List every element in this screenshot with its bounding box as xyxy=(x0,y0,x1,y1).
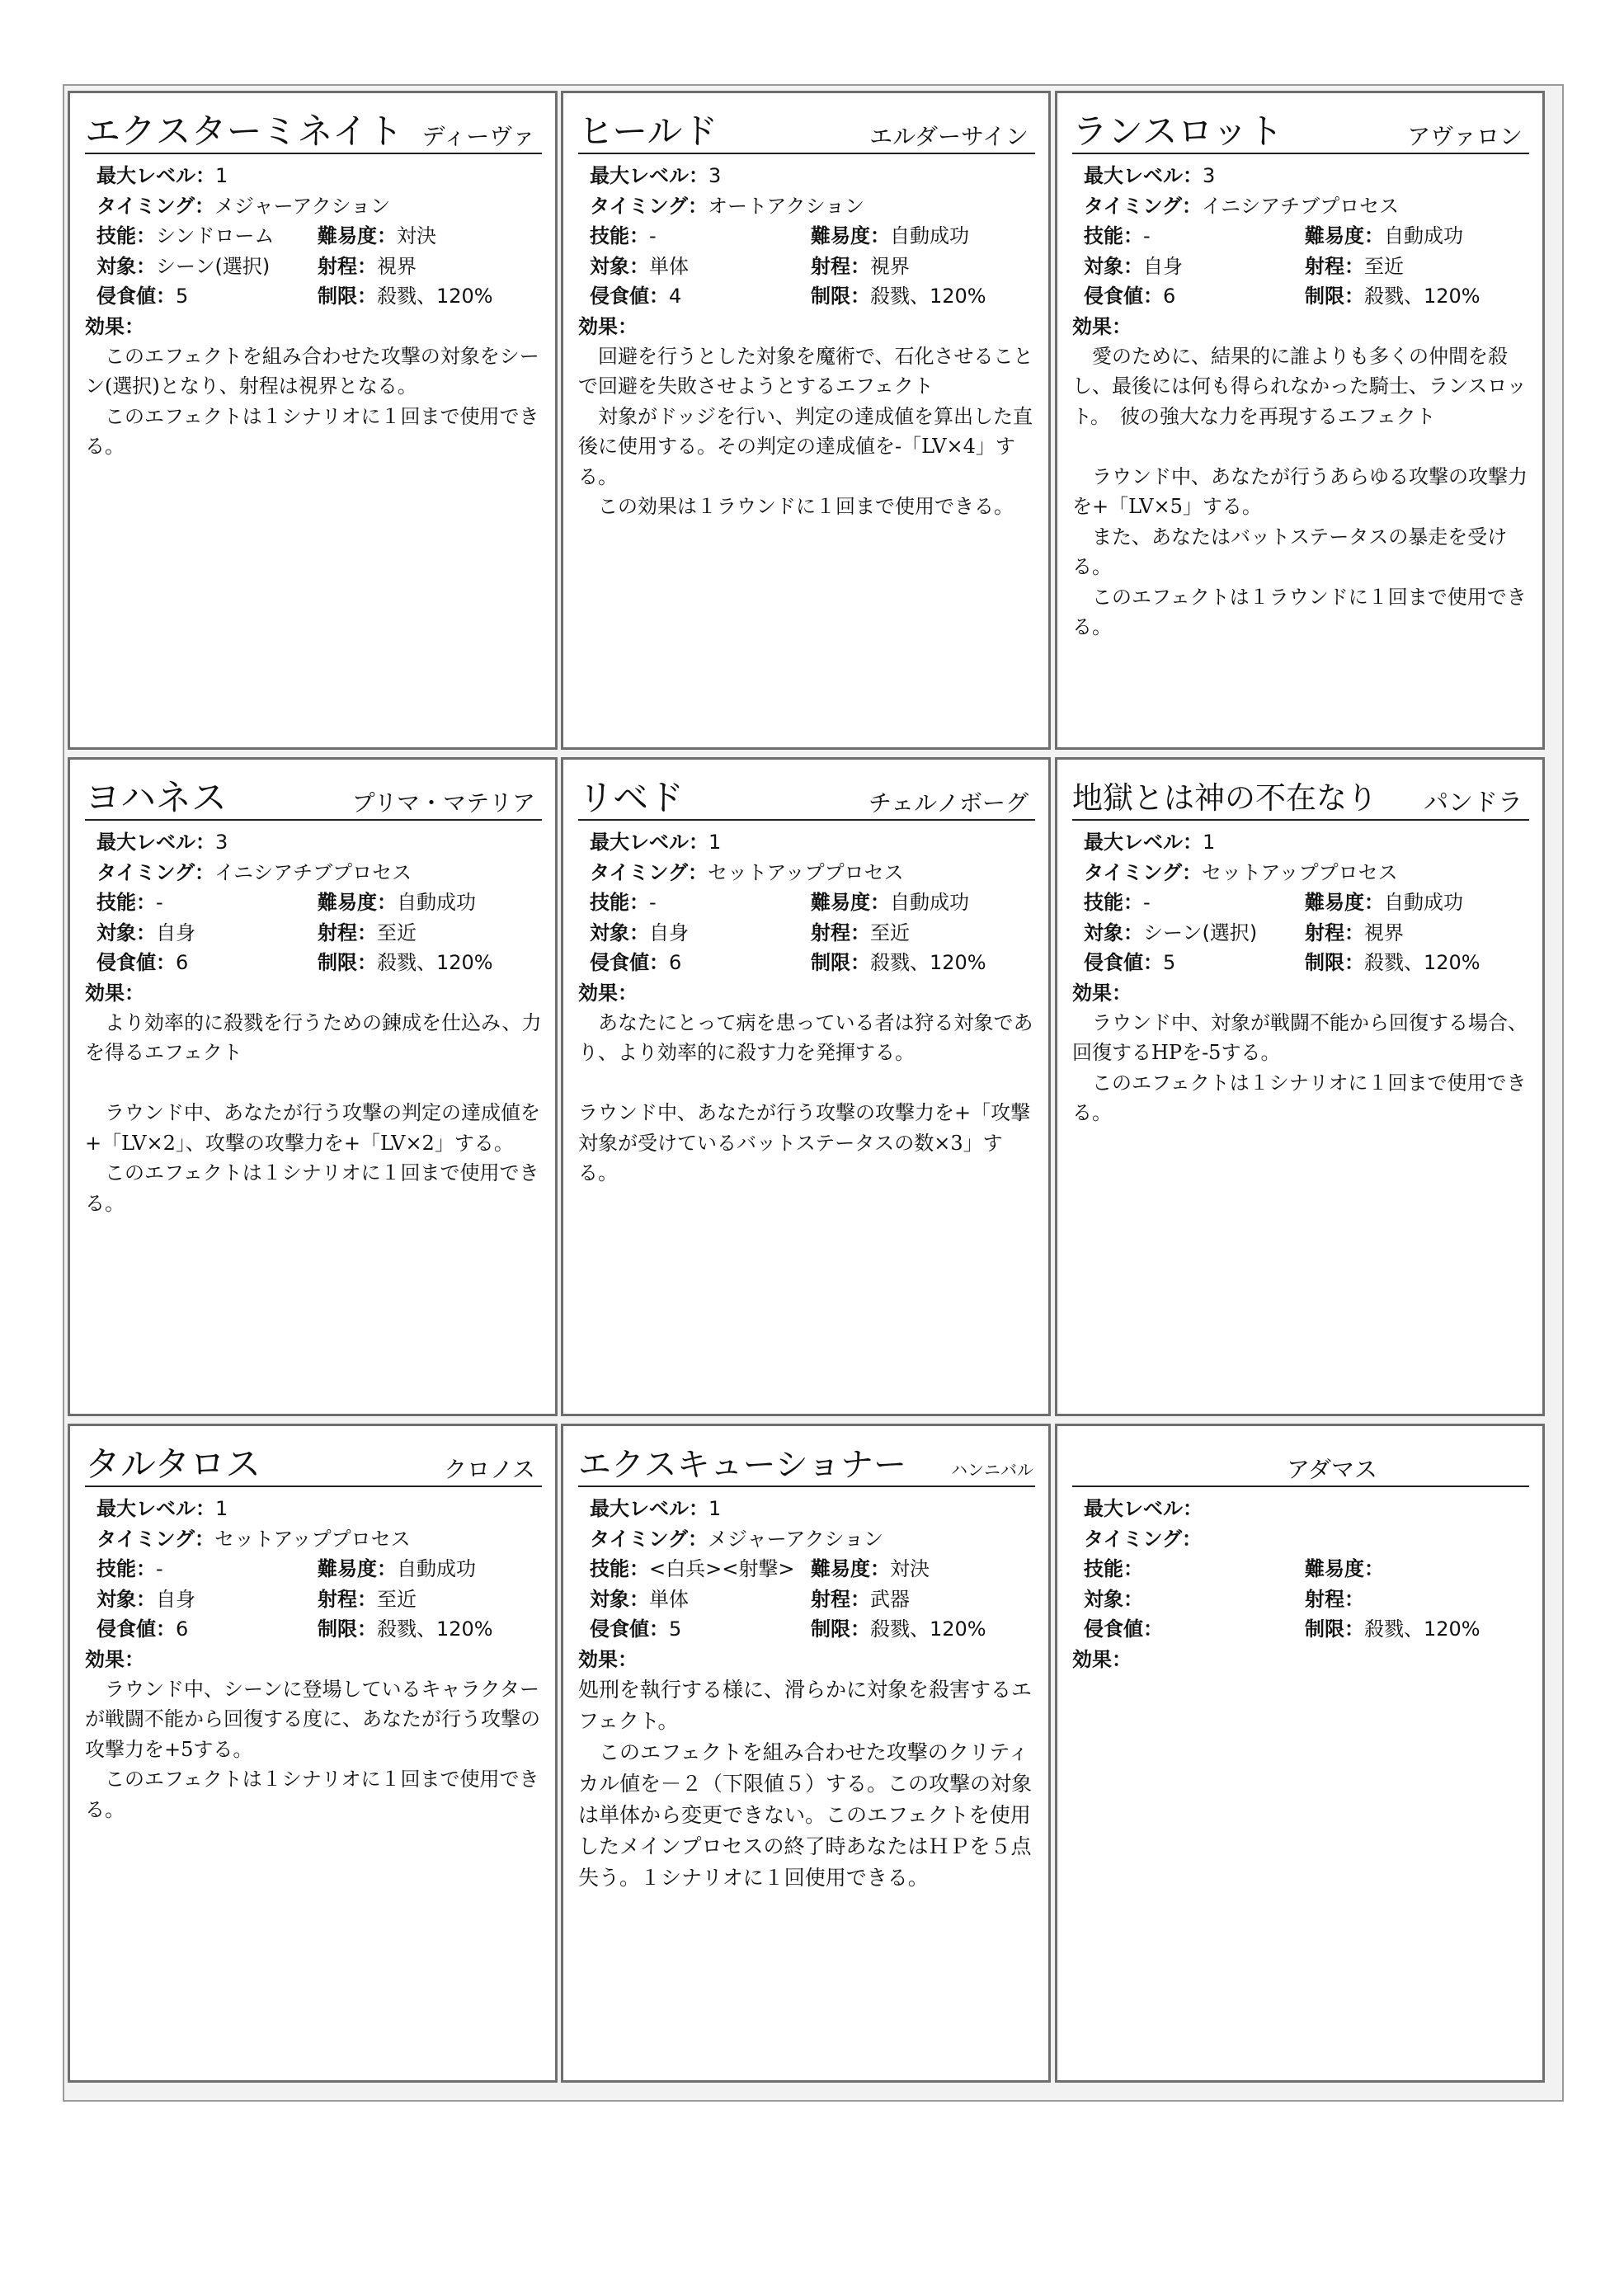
limit-value: 殺戮、120% xyxy=(377,1617,493,1641)
range-value: 視界 xyxy=(377,254,417,278)
card-title-row xyxy=(85,771,542,821)
target-value: 単体 xyxy=(649,1587,689,1611)
target-value: 自身 xyxy=(1143,254,1183,278)
skill-value: シンドローム xyxy=(156,224,275,247)
card-name: エクスターミネイト xyxy=(85,111,403,153)
difficulty-value: 自動成功 xyxy=(890,891,969,914)
range-label: 射程： xyxy=(1305,1587,1364,1611)
effect-text: より効率的に殺戮を行うための錬成を仕込み、力を得るエフェクト ラウンド中、あなたが行う攻撃の判定の達成値を+「LV×2」、攻撃の攻撃力を+「LV×2」する。 このエフェクトは１シナリオに１回まで使用できる。 xyxy=(85,1010,542,1215)
erosion-label: 侵食値： xyxy=(96,951,176,974)
erosion-value: 6 xyxy=(1163,285,1176,308)
card-stats xyxy=(578,1494,1035,1645)
target-label: 対象： xyxy=(1084,1587,1143,1611)
target-value: シーン(選択) xyxy=(1143,920,1258,944)
card-title-row xyxy=(578,771,1035,821)
target-value: 単体 xyxy=(649,254,689,278)
max-level-label: 最大レベル： xyxy=(1084,1497,1203,1520)
target-label: 対象： xyxy=(1084,254,1143,278)
limit-label: 制限： xyxy=(318,285,377,308)
max-level-label: 最大レベル： xyxy=(1084,164,1203,187)
difficulty-value: 自動成功 xyxy=(397,1557,476,1580)
erosion-value: 6 xyxy=(669,951,682,974)
limit-label: 制限： xyxy=(1305,1617,1364,1641)
max-level-label: 最大レベル： xyxy=(1084,831,1203,854)
effect-card xyxy=(561,757,1051,1416)
card-title-row xyxy=(578,1438,1035,1487)
timing-value: セットアッププロセス xyxy=(1202,860,1398,884)
effect-label: 効果： xyxy=(85,1647,144,1671)
card-source: プリマ・マテリア xyxy=(351,789,535,817)
limit-value: 殺戮、120% xyxy=(1364,285,1480,308)
skill-value: - xyxy=(1143,891,1151,914)
erosion-label: 侵食値： xyxy=(590,1617,669,1641)
erosion-label: 侵食値： xyxy=(1084,1617,1163,1641)
effect-text: 愛のために、結果的に誰よりも多くの仲間を殺し、最後には何も得られなかった騎士、ランスロット。 彼の強大な力を再現するエフェクト ラウンド中、あなたが行うあらゆる攻撃の攻撃力を+「LV×5」する。 また、あなたはバットステータスの暴走を受ける。 このエフェクトは１ラウンドに１回まで使用できる。 xyxy=(1072,344,1528,638)
timing-value: セットアッププロセス xyxy=(214,1527,411,1551)
erosion-label: 侵食値： xyxy=(1084,285,1163,308)
card-title-row xyxy=(85,105,542,154)
effect-label: 効果： xyxy=(1072,981,1132,1005)
target-value: シーン(選択) xyxy=(156,254,271,278)
range-value: 武器 xyxy=(870,1587,910,1611)
limit-value: 殺戮、120% xyxy=(377,951,493,974)
timing-label: タイミング： xyxy=(1084,860,1203,884)
effect-text: ラウンド中、シーンに登場しているキャラクターが戦闘不能から回復する度に、あなたが行う攻撃の攻撃力を+5する。 このエフェクトは１シナリオに１回まで使用できる。 xyxy=(85,1677,540,1821)
effect-text: ラウンド中、対象が戦闘不能から回復する場合、回復するHPを-5する。 このエフェクトは１シナリオに１回まで使用できる。 xyxy=(1072,1010,1528,1124)
effect-text: 回避を行うとした対象を魔術で、石化させることで回避を失敗させようとするエフェクト 対象がドッジを行い、判定の達成値を算出した直後に使用する。その判定の達成値を-「LV×4」する。 この効果は１ラウンドに１回まで使用できる。 xyxy=(578,344,1033,518)
range-value: 至近 xyxy=(870,920,910,944)
card-name: 地獄とは神の不在なり xyxy=(1072,780,1377,816)
card-stats xyxy=(1072,161,1529,312)
card-source: ディーヴァ xyxy=(421,123,535,150)
timing-value: セットアッププロセス xyxy=(708,860,904,884)
limit-label: 制限： xyxy=(811,1617,870,1641)
skill-label: 技能： xyxy=(96,1557,156,1580)
difficulty-value: 自動成功 xyxy=(397,891,476,914)
card-name: ランスロット xyxy=(1072,111,1283,153)
skill-value: - xyxy=(649,224,657,247)
target-label: 対象： xyxy=(590,1587,649,1611)
card-stats xyxy=(85,1494,542,1645)
skill-label: 技能： xyxy=(590,224,649,247)
range-value: 至近 xyxy=(1364,254,1404,278)
max-level-value: 1 xyxy=(708,1497,722,1520)
erosion-label: 侵食値： xyxy=(590,285,669,308)
card-stats xyxy=(1072,827,1529,978)
range-label: 射程： xyxy=(318,920,377,944)
erosion-label: 侵食値： xyxy=(96,285,176,308)
target-value: 自身 xyxy=(649,920,689,944)
range-value: 至近 xyxy=(377,920,417,944)
effect-label: 効果： xyxy=(85,981,144,1005)
difficulty-label: 難易度： xyxy=(1305,891,1384,914)
difficulty-label: 難易度： xyxy=(318,224,397,247)
effect-card xyxy=(68,91,558,750)
card-stats xyxy=(578,827,1035,978)
effect-label: 効果： xyxy=(1072,1647,1132,1671)
card-name: タルタロス xyxy=(85,1444,261,1486)
limit-value: 殺戮、120% xyxy=(377,285,493,308)
timing-value: メジャーアクション xyxy=(708,1527,884,1551)
erosion-value: 5 xyxy=(1163,951,1176,974)
range-label: 射程： xyxy=(1305,920,1364,944)
target-value: 自身 xyxy=(156,1587,195,1611)
limit-value: 殺戮、120% xyxy=(870,951,986,974)
timing-label: タイミング： xyxy=(96,194,215,218)
limit-value: 殺戮、120% xyxy=(1364,1617,1480,1641)
card-stats xyxy=(85,161,542,312)
card-source: アヴァロン xyxy=(1407,123,1523,150)
target-label: 対象： xyxy=(590,920,649,944)
max-level-value: 1 xyxy=(215,1497,228,1520)
skill-label: 技能： xyxy=(590,1557,649,1580)
difficulty-label: 難易度： xyxy=(1305,224,1384,247)
limit-label: 制限： xyxy=(318,951,377,974)
difficulty-value: 対決 xyxy=(397,224,436,247)
effect-label: 効果： xyxy=(578,1647,638,1671)
effect-card xyxy=(1055,91,1545,750)
effect-card xyxy=(68,757,558,1416)
range-label: 射程： xyxy=(1305,254,1364,278)
timing-label: タイミング： xyxy=(590,194,708,218)
effect-card xyxy=(68,1424,558,2083)
skill-value: <白兵><射撃> xyxy=(649,1557,795,1580)
range-label: 射程： xyxy=(318,1587,377,1611)
effect-text: このエフェクトを組み合わせた攻撃の対象をシーン(選択)となり、射程は視界となる。 このエフェクトは１シナリオに１回まで使用できる。 xyxy=(85,344,539,458)
card-title-row xyxy=(1072,771,1529,821)
difficulty-label: 難易度： xyxy=(318,891,397,914)
erosion-value: 5 xyxy=(669,1617,682,1641)
timing-label: タイミング： xyxy=(590,860,708,884)
timing-value: メジャーアクション xyxy=(214,194,391,218)
card-stats xyxy=(578,161,1035,312)
target-value: 自身 xyxy=(156,920,195,944)
skill-label: 技能： xyxy=(96,224,156,247)
effect-label: 効果： xyxy=(578,981,638,1005)
card-title-row xyxy=(1072,105,1529,154)
timing-label: タイミング： xyxy=(96,1527,215,1551)
difficulty-value: 自動成功 xyxy=(1384,891,1463,914)
effect-label: 効果： xyxy=(1072,314,1132,338)
card-stats xyxy=(85,827,542,978)
erosion-value: 6 xyxy=(176,1617,189,1641)
timing-value: オートアクション xyxy=(708,194,865,218)
card-source: エルダーサイン xyxy=(869,123,1029,150)
max-level-value: 3 xyxy=(1203,164,1216,187)
range-label: 射程： xyxy=(318,254,377,278)
difficulty-value: 自動成功 xyxy=(1384,224,1463,247)
target-label: 対象： xyxy=(96,1587,156,1611)
skill-value: - xyxy=(156,891,163,914)
max-level-label: 最大レベル： xyxy=(590,1497,708,1520)
limit-label: 制限： xyxy=(318,1617,377,1641)
skill-value: - xyxy=(1143,224,1151,247)
difficulty-value: 自動成功 xyxy=(890,224,969,247)
limit-value: 殺戮、120% xyxy=(870,285,986,308)
skill-value: - xyxy=(649,891,657,914)
card-stats xyxy=(1072,1494,1529,1645)
effect-card xyxy=(561,91,1051,750)
skill-label: 技能： xyxy=(590,891,649,914)
card-source: アダマス xyxy=(1287,1456,1378,1483)
card-name: ヒールド xyxy=(578,111,718,153)
erosion-label: 侵食値： xyxy=(590,951,669,974)
range-value: 視界 xyxy=(870,254,910,278)
card-name: ヨハネス xyxy=(85,778,227,819)
card-source: パンドラ xyxy=(1424,789,1523,817)
range-value: 至近 xyxy=(377,1587,417,1611)
card-name: リベド xyxy=(578,778,685,819)
effect-text: あなたにとって病を患っている者は狩る対象であり、より効率的に殺す力を発揮する。 ラウンド中、あなたが行う攻撃の攻撃力を+「攻撃対象が受けているバットステータスの数×3」する。 xyxy=(578,1010,1033,1184)
max-level-value: 1 xyxy=(1203,831,1216,854)
skill-label: 技能： xyxy=(96,891,156,914)
limit-label: 制限： xyxy=(811,951,870,974)
erosion-label: 侵食値： xyxy=(96,1617,176,1641)
difficulty-label: 難易度： xyxy=(811,224,890,247)
max-level-value: 3 xyxy=(708,164,722,187)
erosion-value: 5 xyxy=(176,285,189,308)
skill-label: 技能： xyxy=(1084,1557,1143,1580)
effect-text: 処刑を執行する様に、滑らかに対象を殺害するエフェクト。 このエフェクトを組み合わせた攻撃のクリティカル値を－２（下限値５）する。この攻撃の対象は単体から変更できない。このエフェクトを使用したメインプロセスの終了時あなたはＨＰを５点失う。１シナリオに１回使用できる。 xyxy=(578,1677,1033,1890)
effect-card xyxy=(561,1424,1051,2083)
target-label: 対象： xyxy=(96,254,156,278)
target-label: 対象： xyxy=(590,254,649,278)
range-label: 射程： xyxy=(811,254,870,278)
card-name: エクスキューショナー xyxy=(578,1446,906,1484)
limit-value: 殺戮、120% xyxy=(1364,951,1480,974)
max-level-label: 最大レベル： xyxy=(96,164,215,187)
max-level-value: 3 xyxy=(215,831,228,854)
timing-label: タイミング： xyxy=(590,1527,708,1551)
difficulty-label: 難易度： xyxy=(811,891,890,914)
effect-card xyxy=(1055,1424,1545,2083)
skill-label: 技能： xyxy=(1084,224,1143,247)
limit-label: 制限： xyxy=(811,285,870,308)
limit-label: 制限： xyxy=(1305,951,1364,974)
timing-value: イニシアチブプロセス xyxy=(214,860,412,884)
card-title-row xyxy=(85,1438,542,1487)
timing-label: タイミング： xyxy=(1084,194,1203,218)
max-level-label: 最大レベル： xyxy=(96,1497,215,1520)
range-label: 射程： xyxy=(811,920,870,944)
timing-label: タイミング： xyxy=(96,860,215,884)
difficulty-label: 難易度： xyxy=(811,1557,890,1580)
effect-label: 効果： xyxy=(578,314,638,338)
card-source: クロノス xyxy=(444,1456,535,1483)
max-level-label: 最大レベル： xyxy=(590,164,708,187)
target-label: 対象： xyxy=(1084,920,1143,944)
card-source: ハンニバル xyxy=(951,1460,1033,1480)
effect-label: 効果： xyxy=(85,314,144,338)
difficulty-value: 対決 xyxy=(890,1557,930,1580)
difficulty-label: 難易度： xyxy=(1305,1557,1384,1580)
card-title-row xyxy=(1072,1438,1529,1487)
max-level-value: 1 xyxy=(708,831,722,854)
max-level-label: 最大レベル： xyxy=(590,831,708,854)
erosion-value: 4 xyxy=(669,285,682,308)
skill-label: 技能： xyxy=(1084,891,1143,914)
erosion-value: 6 xyxy=(176,951,189,974)
limit-label: 制限： xyxy=(1305,285,1364,308)
card-source: チェルノボーグ xyxy=(868,789,1029,817)
max-level-label: 最大レベル： xyxy=(96,831,215,854)
range-value: 視界 xyxy=(1364,920,1404,944)
skill-value: - xyxy=(156,1557,163,1580)
effect-card xyxy=(1055,757,1545,1416)
range-label: 射程： xyxy=(811,1587,870,1611)
timing-value: イニシアチブプロセス xyxy=(1202,194,1400,218)
card-title-row xyxy=(578,105,1035,154)
difficulty-label: 難易度： xyxy=(318,1557,397,1580)
limit-value: 殺戮、120% xyxy=(870,1617,986,1641)
target-label: 対象： xyxy=(96,920,156,944)
max-level-value: 1 xyxy=(215,164,228,187)
timing-label: タイミング： xyxy=(1084,1527,1203,1551)
erosion-label: 侵食値： xyxy=(1084,951,1163,974)
